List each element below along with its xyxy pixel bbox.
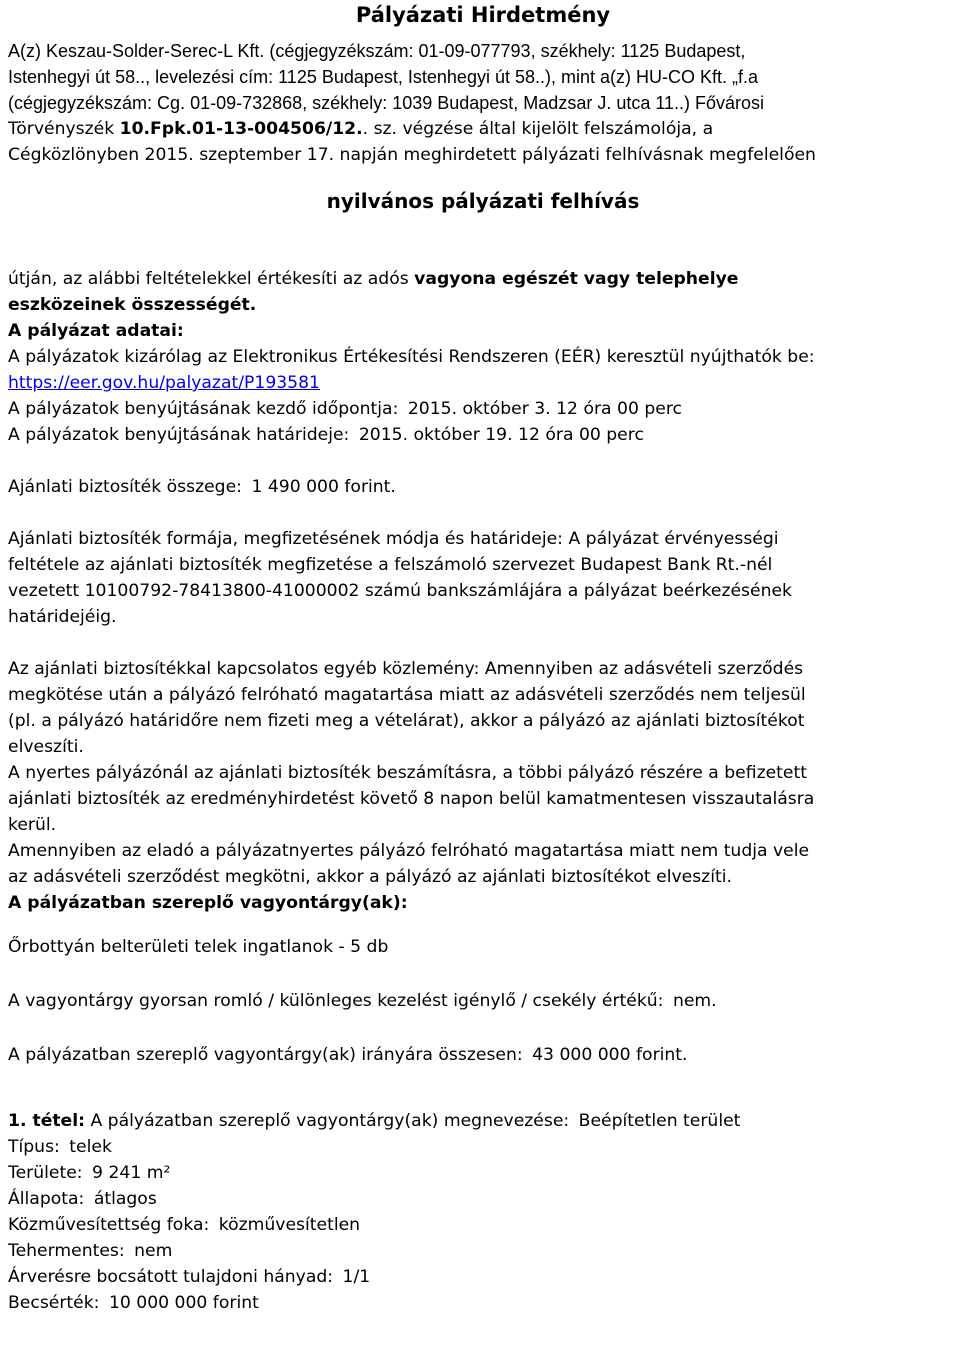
details-heading-text: A pályázat adatai: bbox=[8, 321, 184, 341]
lot-row-ownership-share bbox=[8, 1264, 958, 1290]
intro-ruling: . sz. végzése által kijelölt felszámolója, a bbox=[362, 119, 714, 139]
intro-line: Istenhegyi út 58.., levelezési cím: 1125 Budapest, Istenhegyi út 58..), mint a(z) HU-CO Kft. „f.a bbox=[8, 67, 759, 87]
assets-heading bbox=[8, 890, 958, 916]
intro-line: A(z) Keszau-Solder-Serec-L Kft. (cégjegyzékszám: 01-09-077793, székhely: 1125 Budapest, bbox=[8, 41, 746, 61]
deposit-notice-line: A nyertes pályázónál az ajánlati biztosíték beszámításra, a többi pályázó részére a befizetett bbox=[8, 763, 807, 783]
submission-link-row bbox=[8, 370, 958, 396]
lot-heading-row bbox=[8, 1108, 958, 1134]
lot-field-value: közművesítetlen bbox=[218, 1215, 361, 1235]
intro-line bbox=[8, 116, 958, 142]
deposit-notice-line: elveszíti. bbox=[8, 737, 84, 757]
deposit-form-line: Ajánlati biztosíték formája, megfizetésének módja és határideje: A pályázat érvényességi bbox=[8, 529, 779, 549]
start-time-label: A pályázatok benyújtásának kezdő időpontja: bbox=[8, 399, 399, 419]
intro-line: (cégjegyzékszám: Cg. 01-09-732868, székhely: 1039 Budapest, Madzsar J. utca 11..) Fővárosi bbox=[8, 93, 765, 113]
lot-row-encumbrance bbox=[8, 1238, 958, 1264]
document bbox=[8, 0, 958, 1316]
perishable-value: nem. bbox=[672, 991, 717, 1011]
deposit-notice-line: az adásvételi szerződést megkötni, akkor a pályázó az ajánlati biztosítékot elveszíti. bbox=[8, 867, 732, 887]
method-bold: eszközeinek összességét. bbox=[8, 295, 257, 315]
deposit-notice-line: Amennyiben az eladó a pályázatnyertes pályázó felróható magatartása miatt nem tudja vele bbox=[8, 841, 810, 861]
method-bold: vagyona egészét vagy telephelye bbox=[414, 269, 739, 289]
details-heading bbox=[8, 318, 958, 344]
total-price-value: 43 000 000 forint. bbox=[532, 1045, 688, 1065]
headline: nyilvános pályázati felhívás bbox=[326, 189, 640, 213]
lot-field-label: Közművesítettség foka: bbox=[8, 1215, 210, 1235]
lot-field-value: átlagos bbox=[93, 1189, 157, 1209]
perishable-row bbox=[8, 988, 958, 1014]
total-price-label: A pályázatban szereplő vagyontárgy(ak) irányára összesen: bbox=[8, 1045, 523, 1065]
submission-link[interactable]: https://eer.gov.hu/palyazat/P193581 bbox=[8, 373, 320, 393]
lot-row-utilities bbox=[8, 1212, 958, 1238]
submission-text: A pályázatok kizárólag az Elektronikus Értékesítési Rendszeren (EÉR) keresztül nyújthatók be: bbox=[8, 347, 815, 367]
deposit-amount-row bbox=[8, 474, 958, 500]
deposit-form-line: feltétele az ajánlati biztosíték megfizetése a felszámoló szervezet Budapest Bank Rt.-nél bbox=[8, 555, 773, 575]
deposit-notice-line: kerül. bbox=[8, 815, 57, 835]
deposit-amount-value: 1 490 000 forint. bbox=[251, 477, 396, 497]
method-line bbox=[8, 266, 958, 292]
lot-field-label: Típus: bbox=[8, 1137, 60, 1157]
page-title: Pályázati Hirdetmény bbox=[355, 3, 611, 27]
lot-name-value: Beépítetlen terület bbox=[578, 1111, 741, 1131]
lot-field-value: 10 000 000 forint bbox=[108, 1293, 259, 1313]
deadline-row bbox=[8, 422, 958, 448]
start-time-row bbox=[8, 396, 958, 422]
lot-row-area bbox=[8, 1160, 958, 1186]
perishable-label: A vagyontárgy gyorsan romló / különleges kezelést igénylő / csekély értékű: bbox=[8, 991, 664, 1011]
deposit-notice-line: ajánlati biztosíték az eredményhirdetést követő 8 napon belül kamatmentesen visszautalásra bbox=[8, 789, 815, 809]
total-price-row bbox=[8, 1042, 958, 1068]
deposit-form-line: határidejéig. bbox=[8, 607, 117, 627]
lot-name-label: A pályázatban szereplő vagyontárgy(ak) megnevezése: bbox=[90, 1111, 570, 1131]
lot-row-condition bbox=[8, 1186, 958, 1212]
deposit-notice-line: Az ajánlati biztosítékkal kapcsolatos egyéb közlemény: Amennyiben az adásvételi szerződés bbox=[8, 659, 804, 679]
asset-summary: Őrbottyán belterületi telek ingatlanok - 5 db bbox=[8, 937, 389, 957]
lot-field-label: Területe: bbox=[8, 1163, 83, 1183]
lot-field-label: Állapota: bbox=[8, 1189, 85, 1209]
deposit-amount-label: Ajánlati biztosíték összege: bbox=[8, 477, 242, 497]
lot-field-label: Tehermentes: bbox=[8, 1241, 125, 1261]
lot-label: 1. tétel: bbox=[8, 1111, 85, 1131]
lot-field-value: telek bbox=[69, 1137, 112, 1157]
deadline-value: 2015. október 19. 12 óra 00 perc bbox=[358, 425, 644, 445]
lot-field-value: nem bbox=[134, 1241, 173, 1261]
lot-row-valuation bbox=[8, 1290, 958, 1316]
deadline-label: A pályázatok benyújtásának határideje: bbox=[8, 425, 350, 445]
lot-field-label: Árverésre bocsátott tulajdoni hányad: bbox=[8, 1267, 334, 1287]
deposit-form-line: vezetett 10100792-78413800-41000002 számú bankszámlájára a pályázat beérkezésének bbox=[8, 581, 792, 601]
deposit-notice-line: megkötése után a pályázó felróható magatartása miatt az adásvételi szerződés nem teljesül bbox=[8, 685, 806, 705]
assets-heading-text: A pályázatban szereplő vagyontárgy(ak): bbox=[8, 893, 408, 913]
lot-field-value: 1/1 bbox=[342, 1267, 371, 1287]
case-number: 10.Fpk.01-13-004506/12. bbox=[119, 119, 363, 139]
lot-field-value: 9 241 m² bbox=[92, 1163, 171, 1183]
intro-line: Cégközlönyben 2015. szeptember 17. napján meghirdetett pályázati felhívásnak megfelelően bbox=[8, 145, 816, 165]
lot-row-type bbox=[8, 1134, 958, 1160]
intro-court: Törvényszék bbox=[8, 119, 120, 139]
start-time-value: 2015. október 3. 12 óra 00 perc bbox=[407, 399, 682, 419]
method-line bbox=[8, 292, 958, 318]
deposit-notice-line: (pl. a pályázó határidőre nem fizeti meg a vételárat), akkor a pályázó az ajánlati biztosítékot bbox=[8, 711, 805, 731]
method-prefix: útján, az alábbi feltételekkel értékesíti az adós bbox=[8, 269, 415, 289]
lot-field-label: Becsérték: bbox=[8, 1293, 100, 1313]
